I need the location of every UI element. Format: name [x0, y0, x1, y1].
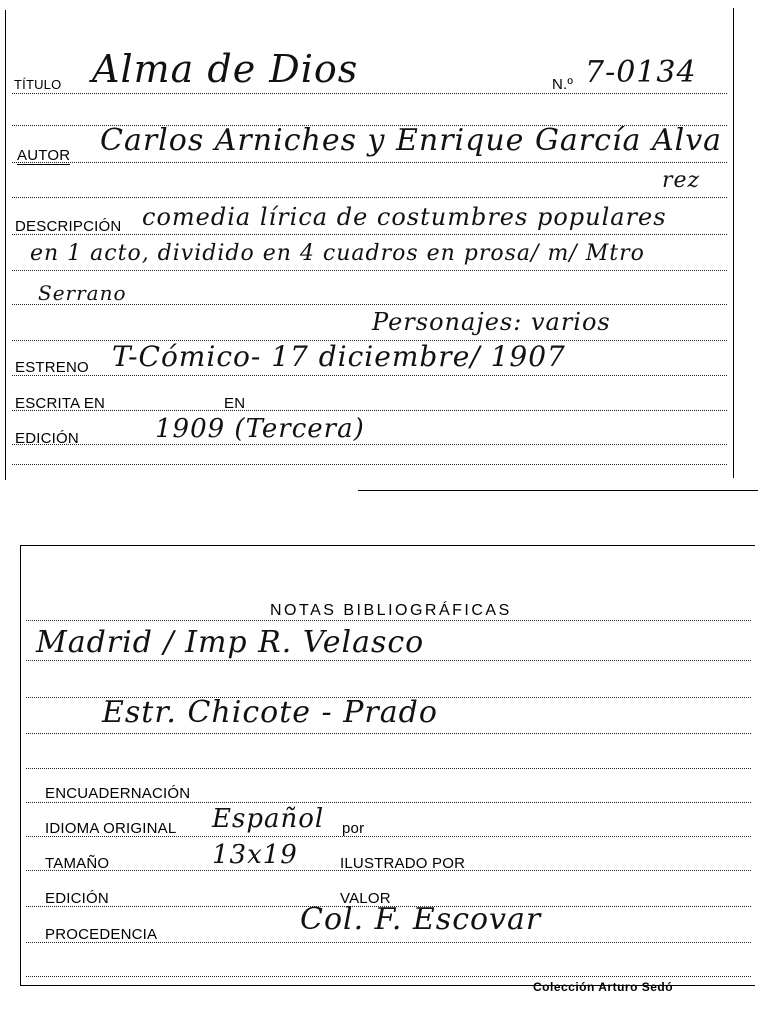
tamano-label: TAMAÑO — [45, 855, 110, 872]
tamano-value: 13x19 — [212, 840, 298, 870]
descripcion-line-2: en 1 acto, dividido en 4 cuadros en prosa/ m/ Mtro — [30, 241, 645, 266]
dotted-rule — [12, 197, 727, 198]
en-label: EN — [224, 395, 246, 412]
dotted-rule — [26, 976, 751, 977]
notes-line-2: Estr. Chicote - Prado — [102, 695, 438, 730]
dotted-rule — [12, 410, 727, 411]
valor-label: VALOR — [340, 890, 391, 907]
descripcion-line-3: Serrano — [38, 281, 127, 305]
ilustrado-label: ILUSTRADO POR — [340, 855, 466, 872]
procedencia-value: Col. F. Escovar — [300, 902, 542, 937]
idioma-label: IDIOMA ORIGINAL — [45, 820, 177, 837]
titulo-label: TÍTULO — [14, 77, 62, 92]
top-card-right-border — [733, 8, 734, 478]
edicion-2-label: EDICIÓN — [45, 890, 109, 907]
por-label: por — [342, 820, 365, 837]
encuadernacion-label: ENCUADERNACIÓN — [45, 785, 191, 802]
numero-value: 7-0134 — [585, 55, 697, 90]
collection-footer: Colección Arturo Sedó — [533, 980, 674, 994]
bottom-card-top-border — [20, 545, 755, 546]
estreno-value: T-Cómico- 17 diciembre/ 1907 — [112, 340, 566, 373]
dotted-rule — [12, 375, 727, 376]
dotted-rule — [12, 444, 727, 445]
edicion-label: EDICIÓN — [15, 430, 79, 447]
autor-label: AUTOR — [17, 147, 71, 164]
notes-line-1: Madrid / Imp R. Velasco — [36, 625, 425, 660]
edicion-value: 1909 (Tercera) — [155, 414, 365, 444]
notas-heading: NOTAS BIBLIOGRÁFICAS — [270, 602, 512, 619]
dotted-rule — [26, 802, 751, 803]
top-card-bottom-border — [358, 490, 758, 491]
idioma-value: Español — [212, 804, 325, 834]
descripcion-label: DESCRIPCIÓN — [15, 218, 122, 235]
autor-suffix: rez — [662, 168, 701, 193]
escrita-en-label: ESCRITA EN — [15, 395, 106, 412]
dotted-rule — [12, 93, 727, 94]
dotted-rule — [26, 768, 751, 769]
descripcion-line-4: Personajes: varios — [372, 308, 611, 336]
dotted-rule — [12, 270, 727, 271]
descripcion-line-1: comedia lírica de costumbres populares — [142, 203, 667, 231]
estreno-label: ESTRENO — [15, 359, 89, 376]
bottom-card-left-border — [20, 545, 21, 985]
dotted-rule — [26, 620, 751, 621]
dotted-rule — [26, 733, 751, 734]
autor-value: Carlos Arniches y Enrique García Alva — [100, 123, 723, 158]
dotted-rule — [26, 660, 751, 661]
titulo-value: Alma de Dios — [92, 47, 359, 91]
top-card-left-border — [5, 10, 6, 480]
numero-label: N.º — [552, 76, 574, 93]
procedencia-label: PROCEDENCIA — [45, 926, 158, 943]
dotted-rule — [12, 464, 727, 465]
dotted-rule — [12, 162, 727, 163]
